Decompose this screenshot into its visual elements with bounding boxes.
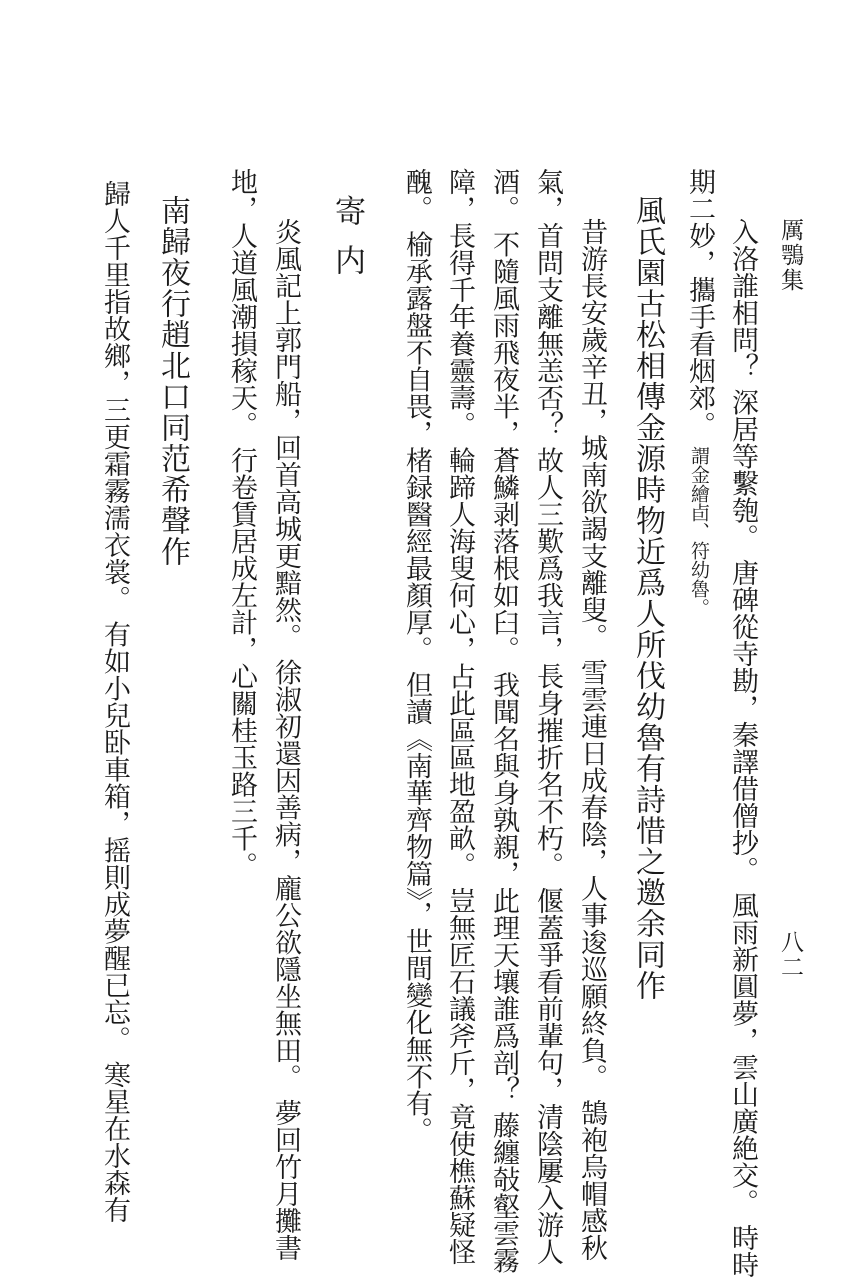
column-text: 寄内 — [329, 195, 365, 293]
column-text: 地，人道風潮損稼天。 行卷賃居成左計，心關桂玉路三千。 — [226, 168, 257, 879]
poem-title — [155, 195, 190, 567]
text-column — [534, 168, 561, 1265]
column-text: 氣，首問支離無恙否？ 故人三歎爲我言，長身摧折名不朽。 偃蓋爭看前輩句，清陰屢入游人 — [532, 168, 563, 1266]
page-number: 八二 — [777, 930, 803, 980]
column-text: 昔游長安歲辛丑，城南欲謁支離叟。 雪雲連日成春陰，人事逡巡願終負。 鵠袍烏帽感秋 — [576, 218, 607, 1262]
text-column — [686, 168, 713, 617]
column-text: 期二妙，攜手看烟郊。 — [684, 168, 715, 438]
text-column — [101, 180, 128, 1223]
text-column — [578, 218, 605, 1261]
column-text: 醜。 榆承露盤不自畏，楮録醫經最顏厚。 但讀《南華齊物篇》，世間變化無不有。 — [401, 168, 432, 1144]
column-text: 障，長得千年養靈壽。 輪蹄人海叟何心，占此區區地盈畝。 豈無匠石議斧斤，竟使樵蘇疑怪 — [444, 168, 475, 1266]
text-column — [729, 218, 756, 1278]
column-text: 南歸夜行趙北口同范希聲作 — [155, 195, 190, 567]
text-column — [446, 168, 473, 1265]
text-column — [490, 168, 517, 1274]
text-column — [272, 218, 299, 1261]
book-title: 厲鶚集 — [777, 218, 803, 293]
poem-title — [630, 195, 665, 1001]
text-column — [228, 168, 255, 879]
column-text: 入洛誰相問？ 深居等繫匏。 唐碑從寺勘，秦譯借僧抄。 風雨新圓夢，雲山廣絶交。 時時 — [727, 218, 758, 1278]
column-text: 酒。 不隨風雨飛夜半，蒼鱗剥落根如臼。 我聞名與身孰親，此理天壤誰爲剖？ 藤纏敧壑雲霧 — [488, 168, 519, 1274]
column-text: 歸人千里指故鄉，三更霜霧濡衣裳。 有如小兒卧車箱，摇則成夢醒已忘。 寒星在水森有 — [99, 180, 130, 1224]
annotation-note: 謂金繪卣、符幼魯。 — [688, 446, 710, 617]
poem-title — [329, 195, 365, 293]
column-text: 炎風記上郭門船，回首高城更黯然。 徐淑初還因善病，龐公欲隱坐無田。 夢回竹月攤書 — [270, 218, 301, 1262]
text-column — [403, 168, 430, 1144]
column-text: 風氏園古松相傳金源時物近爲人所伐幼魯有詩惜之邀余同作 — [630, 195, 665, 1001]
